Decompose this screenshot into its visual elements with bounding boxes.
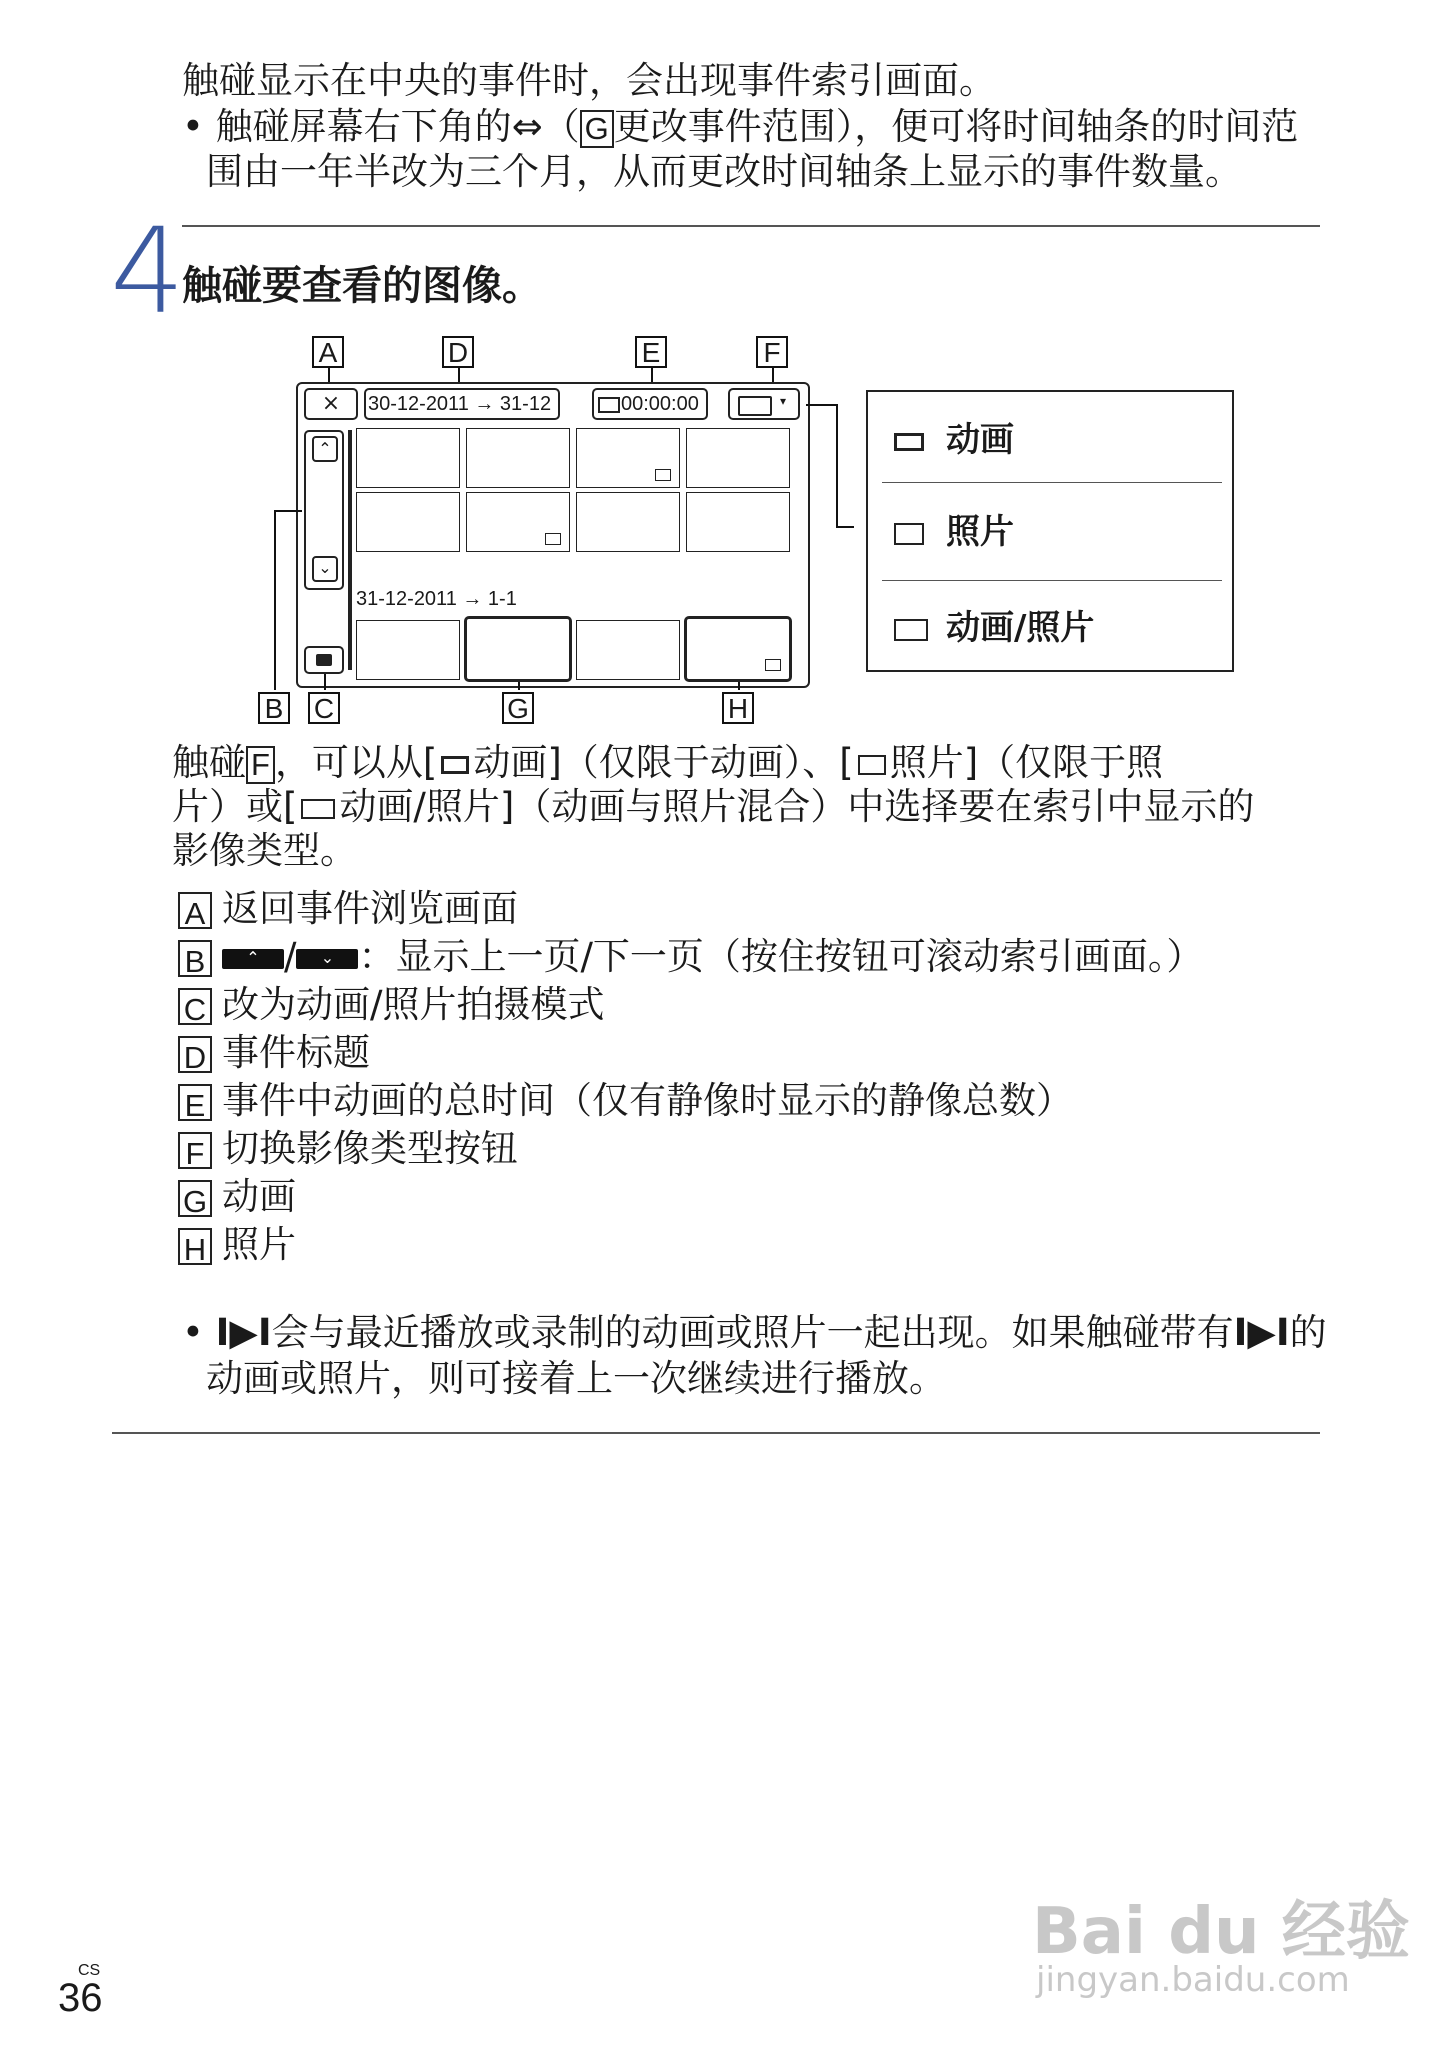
popup-leader-v [836,404,838,526]
bullet-text-1b: 更改事件范围），便可将时间轴条的时间范 [613,105,1299,148]
legend-c: C 改为动画/照片拍摄模式 [178,982,604,1028]
desc-line-1: 触碰 F ，可以从[ 动画]（仅限于动画）、[ 照片]（仅限于照 [172,741,1164,784]
thumb[interactable] [356,620,460,680]
photo-icon [545,533,561,545]
thumb[interactable] [686,428,790,488]
desc-line-3: 影像类型。 [172,829,357,872]
popup-leader-h [806,404,836,406]
watermark-logo: Bai du 经验 [1032,1895,1410,1969]
photo-icon [765,659,781,671]
callout-g: G [502,692,534,724]
media-type-button[interactable] [728,388,800,420]
photo-icon [894,523,924,545]
callout-e: E [635,336,667,368]
resume-icon: I▶I [215,1311,272,1354]
bullet-dot: • [182,105,216,148]
media-type-popup [866,390,1234,672]
leader-b [274,510,302,512]
legend-a: A 返回事件浏览画面 [178,886,518,932]
legend-d: D 事件标题 [178,1030,370,1076]
thumb-video-g[interactable] [464,616,572,682]
hd-icon [738,396,772,416]
movie-photo-icon [894,619,928,641]
close-button[interactable]: × [304,388,358,420]
intro-line: 触碰显示在中央的事件时，会出现事件索引画面。 [182,59,996,102]
leader-b-v [274,510,276,690]
photo-icon [858,755,886,775]
thumb[interactable] [356,492,460,552]
down-button-icon: ⌄ [296,949,358,969]
thumb[interactable] [466,428,570,488]
watermark-url: jingyan.baidu.com [1036,1960,1350,2000]
g-box: G [580,110,614,148]
movie-photo-icon [301,799,335,819]
mode-button[interactable] [304,646,344,674]
total-time-badge [592,388,708,420]
thumb[interactable] [356,428,460,488]
step-title: 触碰要查看的图像。 [182,263,542,309]
legend-f: F 切换影像类型按钮 [178,1126,518,1172]
divider-bottom [112,1432,1320,1434]
scrollbar[interactable] [348,430,352,670]
desc-line-2: 片）或[ 动画/照片]（动画与照片混合）中选择要在索引中显示的 [172,785,1255,828]
intro-bullet [182,104,1298,150]
popup-item-photo[interactable]: 照片 [894,504,1014,553]
callout-b: B [258,692,290,724]
thumb[interactable] [686,492,790,552]
leader-g [518,682,520,690]
callout-h: H [722,692,754,724]
intro-bullet-cont: 围由一年半改为三个月，从而更改时间轴条上显示的事件数量。 [206,150,1242,193]
note-line-2: 动画或照片，则可接着上一次继续进行播放。 [206,1357,946,1400]
film-icon [441,756,469,774]
popup-item-movie-photo[interactable]: 动画/照片 [894,600,1094,649]
page-up-button[interactable]: ⌃ [312,436,338,462]
leader-c [324,674,326,690]
callout-a: A [312,336,344,368]
lang-code: CS [78,1962,101,1979]
step-number: 4 [110,202,186,340]
thumb-photo[interactable] [576,428,680,488]
thumb[interactable] [576,492,680,552]
popup-leader-h2 [836,526,854,528]
photo-icon [655,469,671,481]
camera-icon [316,654,332,666]
film-icon [598,397,620,413]
legend-b: B ⌃ / ⌄ ：显示上一页/下一页（按住按钮可滚动索引画面。） [178,934,1203,980]
resume-icon: I▶I [1233,1311,1290,1354]
legend-h: H 照片 [178,1222,296,1268]
thumb[interactable] [576,620,680,680]
popup-divider [882,482,1222,483]
popup-divider [882,580,1222,581]
event-title: 30-12-2011 → 31-12 [364,388,560,420]
thumb-photo-h[interactable] [684,616,792,682]
legend-g: G 动画 [178,1174,296,1220]
up-button-icon: ⌃ [222,949,284,969]
bullet-text-1: 触碰屏幕右下角的⇔（ [215,105,580,148]
total-time: 00:00:00 [621,393,699,415]
callout-f: F [756,336,788,368]
film-icon [894,433,924,451]
legend-e: E 事件中动画的总时间（仅有静像时显示的静像总数） [178,1078,1073,1124]
thumb-photo[interactable] [466,492,570,552]
page-down-button[interactable]: ⌄ [312,556,338,582]
divider-top [182,225,1320,227]
second-event-label: 31-12-2011 → 1-1 [356,588,517,610]
page-number: 36 [58,1976,103,2020]
note-line-1: • I▶I会与最近播放或录制的动画或照片一起出现。如果触碰带有I▶I的 [182,1311,1327,1354]
callout-c: C [308,692,340,724]
callout-d: D [442,336,474,368]
f-box: F [246,746,275,784]
ui-diagram [260,330,1240,730]
dropdown-arrow-icon: ▾ [780,394,787,408]
leader-h [738,682,740,690]
popup-item-movie[interactable]: 动画 [894,412,1014,461]
